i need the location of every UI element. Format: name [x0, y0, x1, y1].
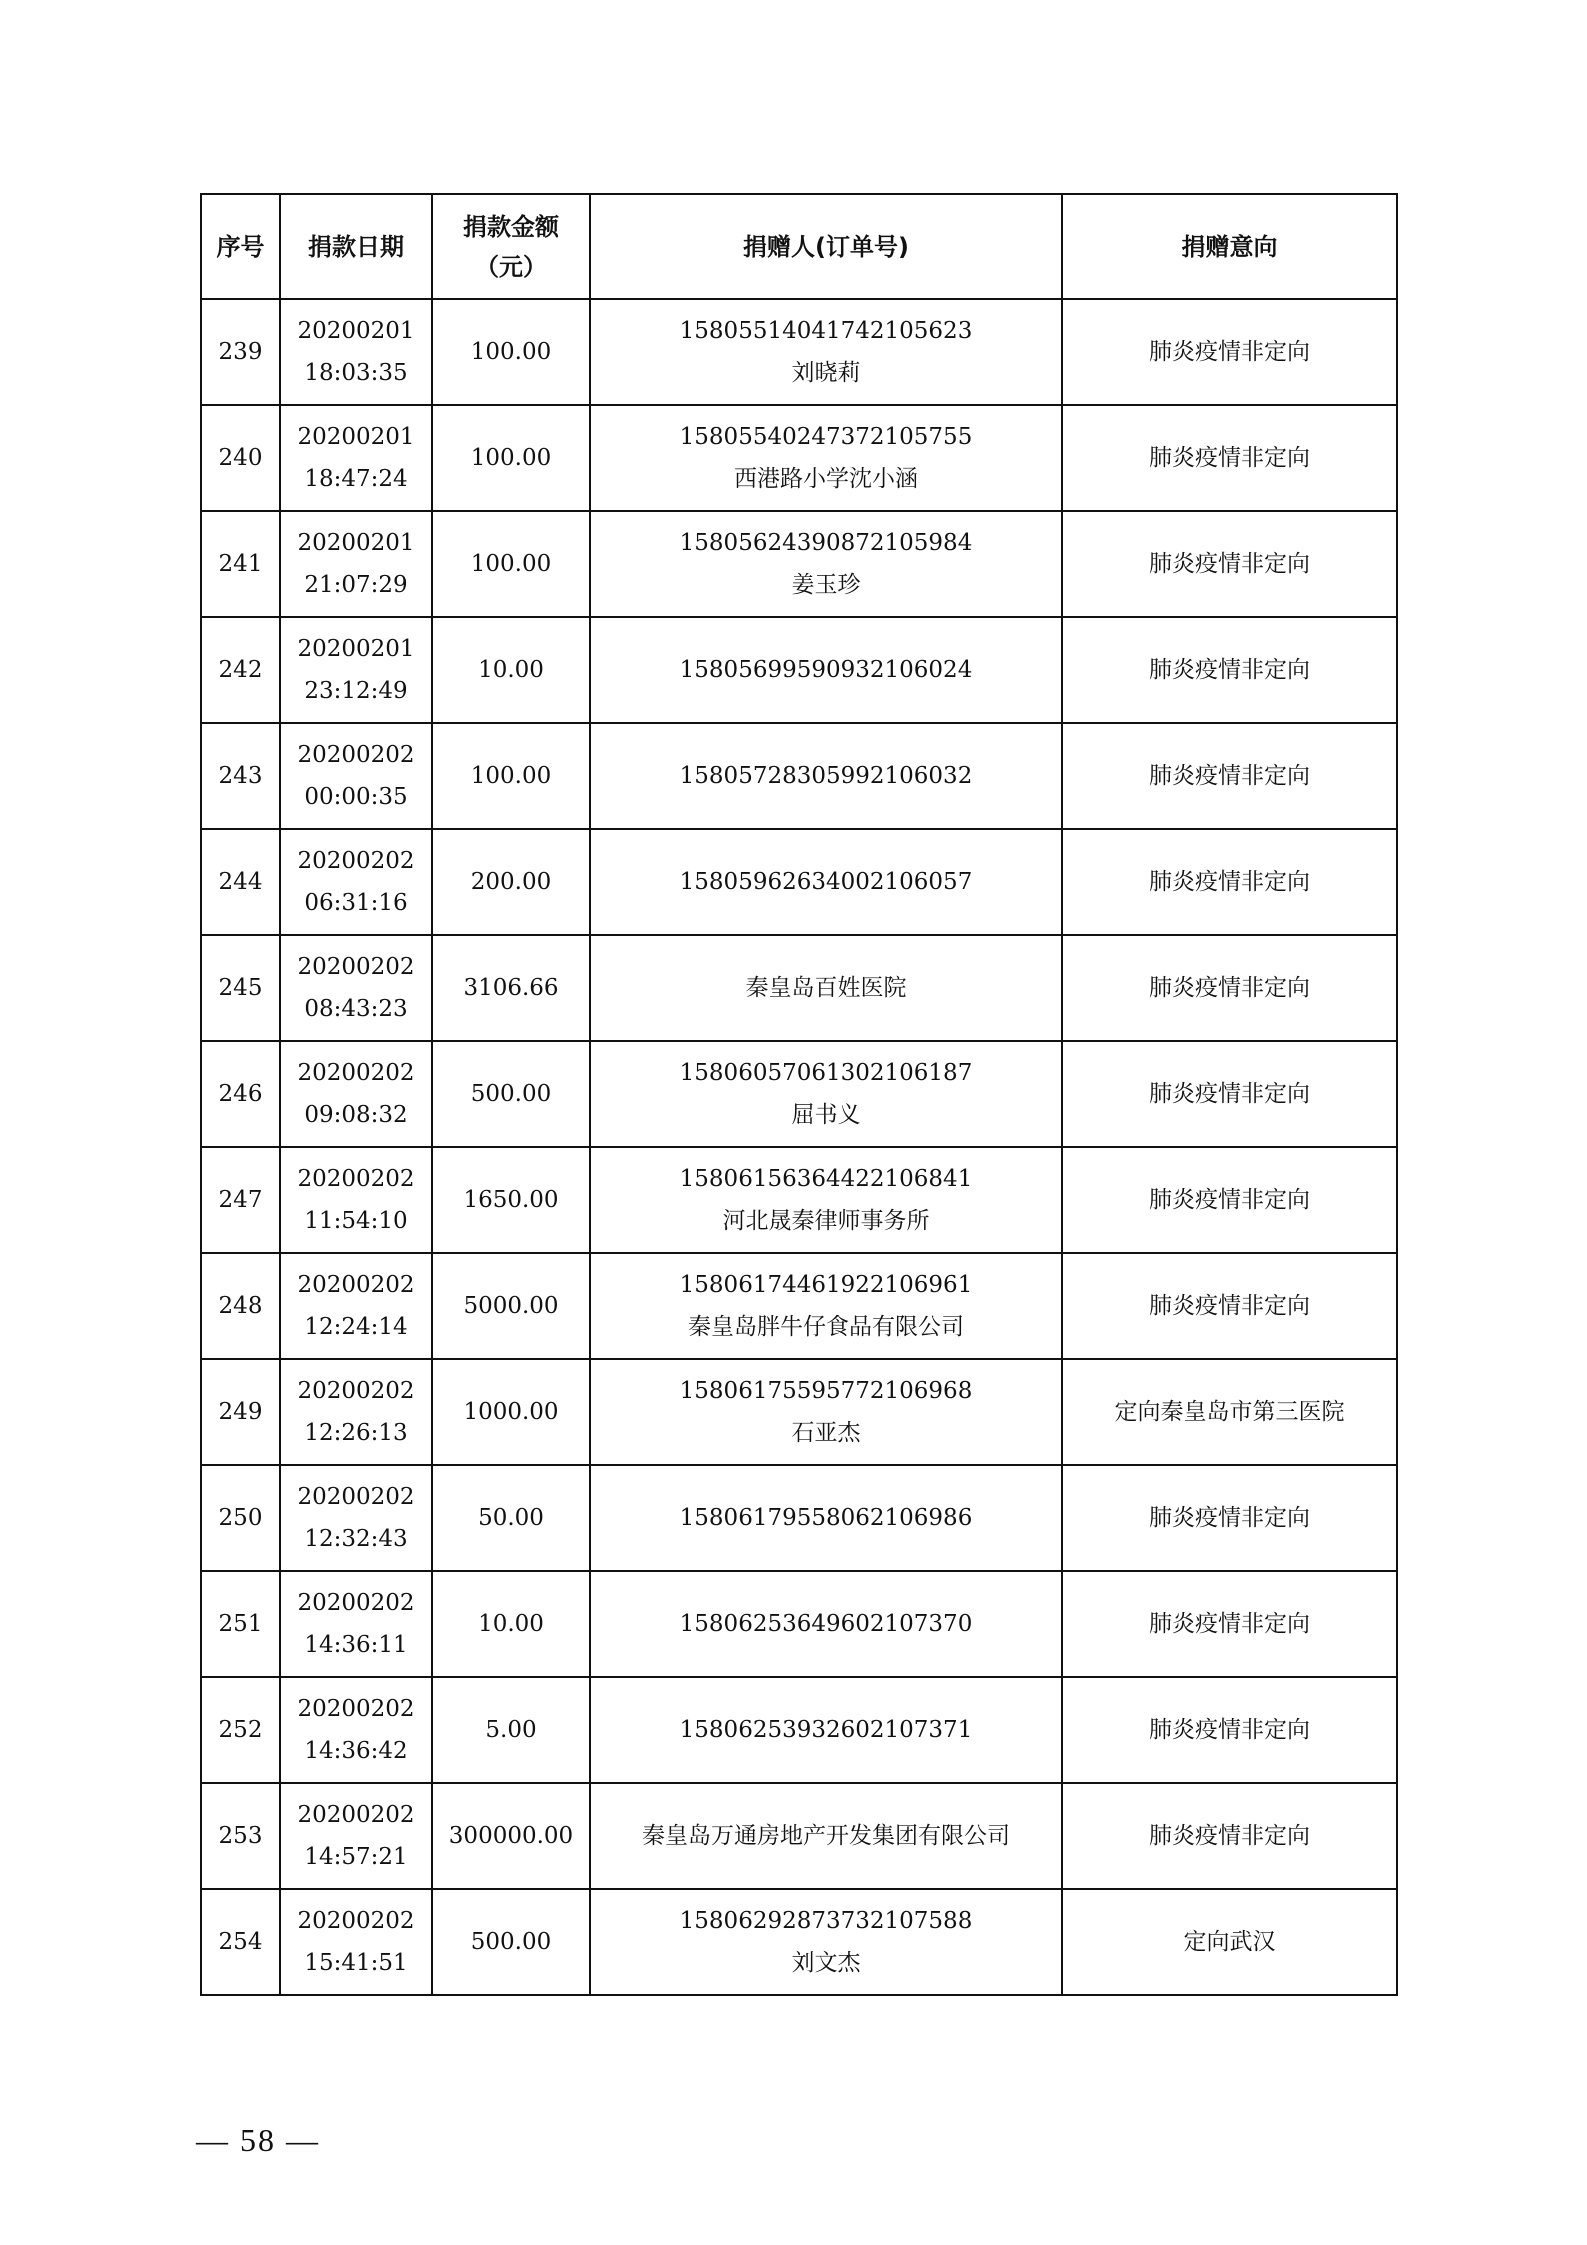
cell-date-time: 15:41:51 [304, 1950, 408, 1976]
table-row [201, 1359, 1397, 1465]
cell-donor [590, 299, 1062, 405]
cell-donor-order: 15806179558062106986 [679, 1505, 973, 1531]
cell-amount: 50.00 [432, 1465, 590, 1571]
cell-amount: 5.00 [432, 1677, 590, 1783]
cell-donor [590, 723, 1062, 829]
cell-donor [590, 829, 1062, 935]
table-row [201, 617, 1397, 723]
cell-amount: 100.00 [432, 511, 590, 617]
cell-donor-name: 河北晟秦律师事务所 [722, 1208, 930, 1234]
cell-seq: 242 [201, 617, 280, 723]
cell-intent: 肺炎疫情非定向 [1062, 723, 1397, 829]
cell-seq: 243 [201, 723, 280, 829]
cell-date-time: 09:08:32 [304, 1102, 408, 1128]
cell-donor-name: 西港路小学沈小涵 [734, 466, 918, 492]
cell-seq: 241 [201, 511, 280, 617]
cell-date [280, 935, 432, 1041]
cell-donor [590, 1465, 1062, 1571]
cell-intent: 肺炎疫情非定向 [1062, 617, 1397, 723]
cell-seq: 244 [201, 829, 280, 935]
cell-date-day: 20200202 [297, 1060, 415, 1086]
cell-date-day: 20200201 [297, 318, 415, 344]
cell-date [280, 829, 432, 935]
cell-seq: 240 [201, 405, 280, 511]
cell-donor [590, 1889, 1062, 1995]
cell-intent: 肺炎疫情非定向 [1062, 1571, 1397, 1677]
cell-donor-order: 15806253932602107371 [679, 1717, 973, 1743]
cell-date-time: 23:12:49 [304, 678, 408, 704]
cell-donor-order: 15805699590932106024 [679, 657, 973, 683]
cell-seq: 246 [201, 1041, 280, 1147]
cell-donor-order: 15806253649602107370 [679, 1611, 973, 1637]
cell-date-day: 20200202 [297, 1166, 415, 1192]
cell-date [280, 1359, 432, 1465]
cell-date-day: 20200202 [297, 1696, 415, 1722]
cell-seq: 245 [201, 935, 280, 1041]
cell-date-time: 18:47:24 [304, 466, 408, 492]
cell-donor [590, 1677, 1062, 1783]
table-row [201, 1041, 1397, 1147]
cell-intent: 肺炎疫情非定向 [1062, 1465, 1397, 1571]
cell-intent: 肺炎疫情非定向 [1062, 1783, 1397, 1889]
cell-intent: 肺炎疫情非定向 [1062, 829, 1397, 935]
cell-donor-name: 姜玉珍 [791, 572, 861, 598]
cell-amount: 100.00 [432, 405, 590, 511]
header-intent: 捐赠意向 [1062, 194, 1397, 299]
cell-date [280, 299, 432, 405]
cell-amount: 200.00 [432, 829, 590, 935]
cell-date-day: 20200202 [297, 1484, 415, 1510]
cell-date-day: 20200201 [297, 530, 415, 556]
cell-donor-order: 15805514041742105623 [679, 318, 973, 344]
cell-intent: 定向武汉 [1062, 1889, 1397, 1995]
cell-date-time: 08:43:23 [304, 996, 408, 1022]
cell-amount: 500.00 [432, 1889, 590, 1995]
cell-donor [590, 1253, 1062, 1359]
cell-date [280, 1147, 432, 1253]
table-row [201, 1677, 1397, 1783]
cell-seq: 250 [201, 1465, 280, 1571]
cell-donor [590, 1359, 1062, 1465]
cell-donor-order: 15806292873732107588 [679, 1908, 973, 1934]
cell-date-time: 14:36:11 [304, 1632, 408, 1658]
cell-donor-name: 屈书义 [791, 1102, 861, 1128]
cell-seq: 251 [201, 1571, 280, 1677]
cell-date [280, 1465, 432, 1571]
header-donor: 捐赠人(订单号) [590, 194, 1062, 299]
cell-donor-order: 15806156364422106841 [679, 1166, 973, 1192]
table-row [201, 935, 1397, 1041]
donation-table [200, 193, 1398, 1996]
cell-donor [590, 1041, 1062, 1147]
cell-donor-order: 15806174461922106961 [679, 1272, 973, 1298]
cell-donor [590, 617, 1062, 723]
cell-date-time: 12:32:43 [304, 1526, 408, 1552]
table-header-row [201, 194, 1397, 299]
cell-date-time: 12:24:14 [304, 1314, 408, 1340]
cell-date [280, 1041, 432, 1147]
header-amount-line1: 捐款金额 [463, 212, 559, 241]
table-row [201, 405, 1397, 511]
cell-seq: 253 [201, 1783, 280, 1889]
cell-seq: 254 [201, 1889, 280, 1995]
cell-date-time: 18:03:35 [304, 360, 408, 386]
cell-date-day: 20200202 [297, 1272, 415, 1298]
table-row [201, 1465, 1397, 1571]
cell-donor-order: 15805962634002106057 [679, 869, 973, 895]
cell-intent: 肺炎疫情非定向 [1062, 1147, 1397, 1253]
cell-date [280, 1677, 432, 1783]
cell-amount: 100.00 [432, 723, 590, 829]
cell-donor-order: 15806175595772106968 [679, 1378, 973, 1404]
header-amount-line2: （元） [475, 252, 547, 281]
cell-donor [590, 1147, 1062, 1253]
cell-date-day: 20200202 [297, 954, 415, 980]
cell-date-time: 21:07:29 [304, 572, 408, 598]
cell-date-time: 00:00:35 [304, 784, 408, 810]
cell-date-time: 14:36:42 [304, 1738, 408, 1764]
cell-date-time: 06:31:16 [304, 890, 408, 916]
cell-donor [590, 1571, 1062, 1677]
cell-date [280, 617, 432, 723]
cell-donor-order: 15805540247372105755 [679, 424, 973, 450]
table-row [201, 511, 1397, 617]
table-row [201, 1147, 1397, 1253]
cell-date [280, 1571, 432, 1677]
cell-date-day: 20200202 [297, 1908, 415, 1934]
cell-amount: 5000.00 [432, 1253, 590, 1359]
cell-amount: 10.00 [432, 617, 590, 723]
cell-donor [590, 511, 1062, 617]
cell-donor-name: 秦皇岛万通房地产开发集团有限公司 [642, 1823, 1010, 1849]
table-row [201, 723, 1397, 829]
header-seq: 序号 [201, 194, 280, 299]
cell-intent: 肺炎疫情非定向 [1062, 405, 1397, 511]
cell-donor-name: 刘晓莉 [791, 360, 861, 386]
cell-donor [590, 1783, 1062, 1889]
cell-date [280, 1783, 432, 1889]
cell-date-time: 14:57:21 [304, 1844, 408, 1870]
cell-date-day: 20200201 [297, 636, 415, 662]
cell-amount: 3106.66 [432, 935, 590, 1041]
cell-donor-order: 15806057061302106187 [679, 1060, 973, 1086]
header-amount [432, 194, 590, 299]
cell-intent: 肺炎疫情非定向 [1062, 1253, 1397, 1359]
cell-date-day: 20200202 [297, 848, 415, 874]
cell-intent: 肺炎疫情非定向 [1062, 935, 1397, 1041]
cell-donor-name: 刘文杰 [791, 1950, 861, 1976]
cell-amount: 100.00 [432, 299, 590, 405]
cell-amount: 300000.00 [432, 1783, 590, 1889]
table-row [201, 1571, 1397, 1677]
cell-intent: 肺炎疫情非定向 [1062, 1677, 1397, 1783]
cell-seq: 252 [201, 1677, 280, 1783]
cell-amount: 1000.00 [432, 1359, 590, 1465]
header-date: 捐款日期 [280, 194, 432, 299]
table-body [201, 299, 1397, 1995]
table-row [201, 1783, 1397, 1889]
page-number: — 58 — [196, 2122, 320, 2158]
cell-amount: 10.00 [432, 1571, 590, 1677]
cell-date [280, 405, 432, 511]
cell-date-day: 20200202 [297, 1590, 415, 1616]
cell-intent: 肺炎疫情非定向 [1062, 299, 1397, 405]
cell-date-day: 20200202 [297, 1802, 415, 1828]
cell-date-time: 11:54:10 [304, 1208, 408, 1234]
cell-seq: 239 [201, 299, 280, 405]
cell-date-day: 20200201 [297, 424, 415, 450]
cell-date-day: 20200202 [297, 1378, 415, 1404]
cell-amount: 500.00 [432, 1041, 590, 1147]
cell-seq: 248 [201, 1253, 280, 1359]
cell-date [280, 723, 432, 829]
cell-donor [590, 405, 1062, 511]
cell-intent: 定向秦皇岛市第三医院 [1062, 1359, 1397, 1465]
cell-date [280, 511, 432, 617]
cell-donor-order: 15805624390872105984 [679, 530, 973, 556]
table-row [201, 1253, 1397, 1359]
cell-date [280, 1253, 432, 1359]
cell-intent: 肺炎疫情非定向 [1062, 511, 1397, 617]
cell-donor-name: 秦皇岛百姓医院 [745, 975, 907, 1001]
cell-date-time: 12:26:13 [304, 1420, 408, 1446]
table-row [201, 1889, 1397, 1995]
cell-seq: 247 [201, 1147, 280, 1253]
cell-donor-order: 15805728305992106032 [679, 763, 973, 789]
cell-donor-name: 石亚杰 [791, 1420, 861, 1446]
cell-intent: 肺炎疫情非定向 [1062, 1041, 1397, 1147]
cell-date-day: 20200202 [297, 742, 415, 768]
cell-donor-name: 秦皇岛胖牛仔食品有限公司 [688, 1314, 964, 1340]
cell-date [280, 1889, 432, 1995]
table-row [201, 299, 1397, 405]
cell-seq: 249 [201, 1359, 280, 1465]
table-row [201, 829, 1397, 935]
cell-amount: 1650.00 [432, 1147, 590, 1253]
cell-donor [590, 935, 1062, 1041]
